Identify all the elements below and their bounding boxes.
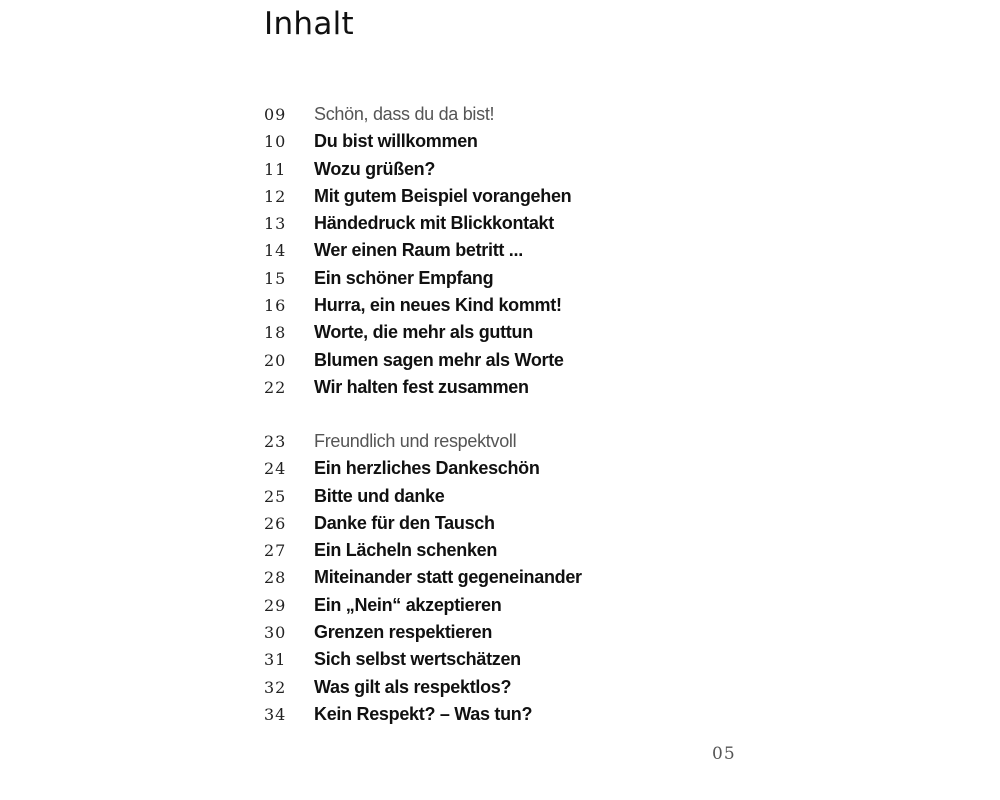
toc-page-number: 20 (264, 350, 287, 370)
toc-entry-title: Danke für den Tausch (314, 512, 495, 533)
toc-entry[interactable] (0, 347, 1000, 374)
toc-page-number: 10 (264, 132, 287, 152)
toc-entry-title: Ein schöner Empfang (314, 267, 494, 288)
toc-entry[interactable] (0, 483, 1000, 510)
toc-entry-title: Ein herzliches Dankeschön (314, 458, 540, 479)
toc-page-number: 27 (264, 541, 287, 561)
toc-entry-title: Bitte und danke (314, 485, 445, 506)
toc-entry[interactable] (0, 319, 1000, 346)
page-title: Inhalt (264, 6, 355, 42)
toc-entry[interactable] (0, 455, 1000, 482)
toc-page-number: 16 (264, 296, 287, 316)
toc-section-heading[interactable] (0, 101, 1000, 128)
toc-section-title: Schön, dass du da bist! (314, 104, 495, 124)
toc-page-number: 14 (264, 241, 287, 261)
toc-entry[interactable] (0, 128, 1000, 155)
toc-page-number: 24 (264, 459, 287, 479)
toc-entry-title: Was gilt als respektlos? (314, 676, 512, 697)
toc-entry-title: Kein Respekt? – Was tun? (314, 703, 533, 724)
toc-entry[interactable] (0, 564, 1000, 591)
toc-page-number: 23 (264, 432, 287, 451)
toc-page-number: 11 (264, 159, 287, 179)
toc-page-number: 28 (264, 568, 287, 588)
page-folio: 05 (712, 744, 736, 764)
toc-entry-title: Du bist willkommen (314, 131, 478, 152)
toc-page-number: 12 (264, 186, 287, 206)
toc-page-number: 32 (264, 677, 287, 697)
toc-section-2 (0, 428, 1000, 728)
toc-entry-title: Blumen sagen mehr als Worte (314, 349, 564, 370)
toc-entry-title: Miteinander statt gegeneinander (314, 567, 582, 588)
toc-page-number: 31 (264, 650, 287, 670)
toc-entry[interactable] (0, 646, 1000, 673)
toc-entry[interactable] (0, 183, 1000, 210)
toc-page-number: 15 (264, 268, 287, 288)
toc-entry[interactable] (0, 374, 1000, 401)
toc-section-1 (0, 101, 1000, 401)
toc-entry[interactable] (0, 592, 1000, 619)
toc-entry[interactable] (0, 292, 1000, 319)
toc-entry-title: Mit gutem Beispiel vorangehen (314, 185, 572, 206)
toc-page-number: 22 (264, 377, 287, 397)
toc-section-heading[interactable] (0, 428, 1000, 455)
toc-entry-title: Hurra, ein neues Kind kommt! (314, 295, 562, 316)
toc-entry[interactable] (0, 619, 1000, 646)
toc-entry-title: Händedruck mit Blickkontakt (314, 213, 554, 234)
toc-entry-title: Worte, die mehr als guttun (314, 322, 533, 343)
toc-page-number: 18 (264, 323, 287, 343)
toc-page-number: 29 (264, 595, 287, 615)
toc-entry[interactable] (0, 674, 1000, 701)
toc-entry-title: Ein „Nein“ akzeptieren (314, 594, 502, 615)
toc-page-number: 26 (264, 513, 287, 533)
toc-entry-title: Ein Lächeln schenken (314, 540, 498, 561)
toc-page-number: 13 (264, 214, 287, 234)
toc-page-number: 30 (264, 623, 287, 643)
toc-page-number: 09 (264, 105, 287, 124)
toc-entry[interactable] (0, 701, 1000, 728)
toc-entry-title: Wir halten fest zusammen (314, 376, 529, 397)
toc-page-number: 25 (264, 486, 287, 506)
toc-section-title: Freundlich und respektvoll (314, 431, 517, 451)
toc-entry[interactable] (0, 210, 1000, 237)
toc-entry[interactable] (0, 510, 1000, 537)
toc-page-number: 34 (264, 704, 287, 724)
toc-entry-title: Sich selbst wertschätzen (314, 649, 521, 670)
toc-entry-title: Grenzen respektieren (314, 622, 493, 643)
toc-entry[interactable] (0, 237, 1000, 264)
toc-entry[interactable] (0, 265, 1000, 292)
toc-entry-title: Wozu grüßen? (314, 158, 436, 179)
toc-entry-title: Wer einen Raum betritt ... (314, 240, 523, 261)
toc-entry[interactable] (0, 537, 1000, 564)
toc-entry[interactable] (0, 156, 1000, 183)
